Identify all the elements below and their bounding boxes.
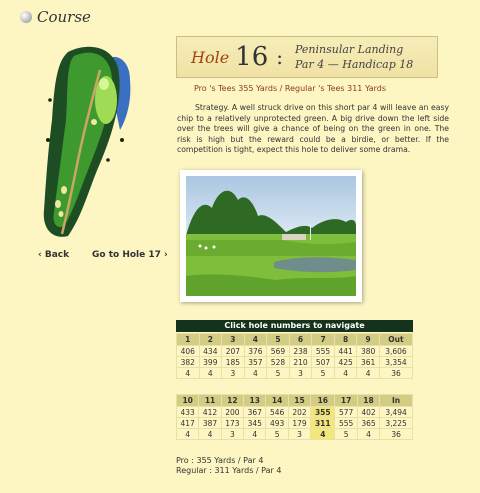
par-cell: 36 — [380, 429, 413, 440]
tees-line — [194, 84, 386, 93]
hole-number-link[interactable]: 10 — [177, 395, 199, 407]
hole-number-link[interactable]: 8 — [334, 334, 357, 346]
pro-cell: 412 — [199, 407, 221, 418]
reg-cell: 425 — [334, 357, 357, 368]
back-hole-row — [177, 395, 413, 407]
clubhouse — [282, 234, 306, 240]
hole-number-link[interactable]: 16 — [311, 395, 335, 407]
hole-number-link[interactable]: 15 — [288, 395, 310, 407]
reg-cell: 179 — [288, 418, 310, 429]
par-cell: 4 — [357, 429, 379, 440]
pro-cell: 380 — [357, 346, 380, 357]
hole-number-link[interactable]: 17 — [335, 395, 357, 407]
total-header: Out — [379, 334, 412, 346]
pro-tees: Pro 's Tees 355 Yards — [194, 84, 278, 93]
reg-cell: 311 — [311, 418, 335, 429]
hole-number-link[interactable]: 1 — [177, 334, 200, 346]
green-center — [99, 78, 109, 90]
reg-cell: 493 — [266, 418, 288, 429]
next-hole-link[interactable]: Go to Hole 17 › — [92, 250, 168, 260]
par-cell: 4 — [244, 368, 267, 379]
reg-cell: 365 — [357, 418, 379, 429]
pro-cell: 555 — [312, 346, 335, 357]
reg-cell: 417 — [177, 418, 199, 429]
pro-cell: 406 — [177, 346, 200, 357]
par-cell: 4 — [311, 429, 335, 440]
strategy-text: Strategy. A well struck drive on this short par 4 will leave an easy chip to a relatively unprotected green. A big drive down the left side over the trees will give a chance of being on the green in one. The risk is high but the reward could be a birdie, or better. If the competition is tight, expect this hole to deliver some drama. — [177, 103, 449, 154]
bunker — [55, 200, 61, 208]
hole-label: Hole — [191, 47, 230, 67]
pro-cell: 569 — [267, 346, 290, 357]
pro-cell: 3,494 — [380, 407, 413, 418]
reg-cell: 210 — [289, 357, 312, 368]
hole-number-link[interactable]: 13 — [244, 395, 266, 407]
tree — [48, 98, 52, 102]
reg-cell: 173 — [221, 418, 243, 429]
page-header — [20, 8, 91, 26]
golf-ball-icon — [20, 11, 32, 23]
hole-photo-image — [186, 176, 356, 296]
pro-cell: 577 — [335, 407, 357, 418]
reg-cell: 357 — [244, 357, 267, 368]
pro-cell: 207 — [222, 346, 245, 357]
hole-number-link[interactable]: 11 — [199, 395, 221, 407]
par-cell: 3 — [222, 368, 245, 379]
par-cell: 4 — [244, 429, 266, 440]
back-reg-row — [177, 418, 413, 429]
back-link[interactable]: ‹ Back — [38, 250, 70, 260]
par-cell: 4 — [177, 429, 199, 440]
pro-cell: 376 — [244, 346, 267, 357]
hole-number-link[interactable]: 9 — [357, 334, 380, 346]
pro-cell: 3,606 — [379, 346, 412, 357]
reg-cell: 507 — [312, 357, 335, 368]
reg-cell: 399 — [199, 357, 222, 368]
par-cell: 4 — [357, 368, 380, 379]
tree — [106, 158, 110, 162]
par-cell: 4 — [199, 368, 222, 379]
pro-summary: Pro : 355 Yards / Par 4 — [176, 456, 264, 465]
hole-number-link[interactable]: 14 — [266, 395, 288, 407]
golfer — [199, 245, 202, 248]
front-reg-row — [177, 357, 413, 368]
par-cell: 4 — [177, 368, 200, 379]
pro-cell: 434 — [199, 346, 222, 357]
reg-cell: 361 — [357, 357, 380, 368]
reg-cell: 185 — [222, 357, 245, 368]
hole-colon: : — [276, 45, 284, 69]
hole-name: Peninsular Landing — [295, 43, 404, 56]
bunker — [61, 186, 67, 194]
hole-summary — [176, 456, 281, 476]
reg-cell: 382 — [177, 357, 200, 368]
par-cell: 4 — [334, 368, 357, 379]
regular-tees: Regular 's Tees 311 Yards — [284, 84, 387, 93]
hole-number-link[interactable]: 5 — [267, 334, 290, 346]
back-pro-row — [177, 407, 413, 418]
hole-number-link[interactable]: 4 — [244, 334, 267, 346]
back-par-row — [177, 429, 413, 440]
total-header: In — [380, 395, 413, 407]
hole-number: 16 — [235, 42, 269, 72]
front-par-row — [177, 368, 413, 379]
flag-pole — [310, 224, 311, 240]
hole-map — [38, 40, 138, 240]
reg-cell: 387 — [199, 418, 221, 429]
tees-separator: / — [277, 84, 285, 93]
pro-cell: 367 — [244, 407, 266, 418]
golfer — [205, 247, 208, 250]
par-cell: 3 — [288, 429, 310, 440]
pro-cell: 433 — [177, 407, 199, 418]
hole-number-link[interactable]: 3 — [222, 334, 245, 346]
par-cell: 5 — [312, 368, 335, 379]
par-cell: 5 — [266, 429, 288, 440]
par-cell: 3 — [221, 429, 243, 440]
reg-cell: 3,225 — [380, 418, 413, 429]
hole-par-handicap: Par 4 — Handicap 18 — [295, 58, 414, 71]
hole-title-box — [176, 36, 438, 78]
golfer — [213, 246, 216, 249]
pro-cell: 238 — [289, 346, 312, 357]
regular-summary: Regular : 311 Yards / Par 4 — [176, 466, 282, 475]
par-cell: 4 — [199, 429, 221, 440]
front-pro-row — [177, 346, 413, 357]
hole-number-link[interactable]: 2 — [199, 334, 222, 346]
hole-photo — [180, 170, 362, 302]
par-cell: 3 — [289, 368, 312, 379]
page-title: Course — [37, 8, 91, 26]
pro-cell: 202 — [288, 407, 310, 418]
par-cell: 36 — [379, 368, 412, 379]
pro-cell: 200 — [221, 407, 243, 418]
par-cell: 5 — [335, 429, 357, 440]
reg-cell: 3,354 — [379, 357, 412, 368]
reg-cell: 345 — [244, 418, 266, 429]
bunker — [59, 211, 64, 217]
front-hole-row — [177, 334, 413, 346]
pro-cell: 441 — [334, 346, 357, 357]
pro-cell: 402 — [357, 407, 379, 418]
pro-cell: 355 — [311, 407, 335, 418]
par-cell: 5 — [267, 368, 290, 379]
reg-cell: 555 — [335, 418, 357, 429]
tree — [120, 138, 124, 142]
back-nine-table — [176, 394, 413, 440]
hole-number-link[interactable]: 12 — [221, 395, 243, 407]
hole-number-link[interactable]: 18 — [357, 395, 379, 407]
tree — [46, 138, 50, 142]
hole-number-link[interactable]: 6 — [289, 334, 312, 346]
bunker — [91, 119, 97, 125]
reg-cell: 528 — [267, 357, 290, 368]
front-nine-table — [176, 333, 413, 379]
pro-cell: 546 — [266, 407, 288, 418]
hole-number-link[interactable]: 7 — [312, 334, 335, 346]
hole-info — [295, 42, 413, 72]
scorecard-nav-bar: Click hole numbers to navigate — [176, 320, 413, 332]
